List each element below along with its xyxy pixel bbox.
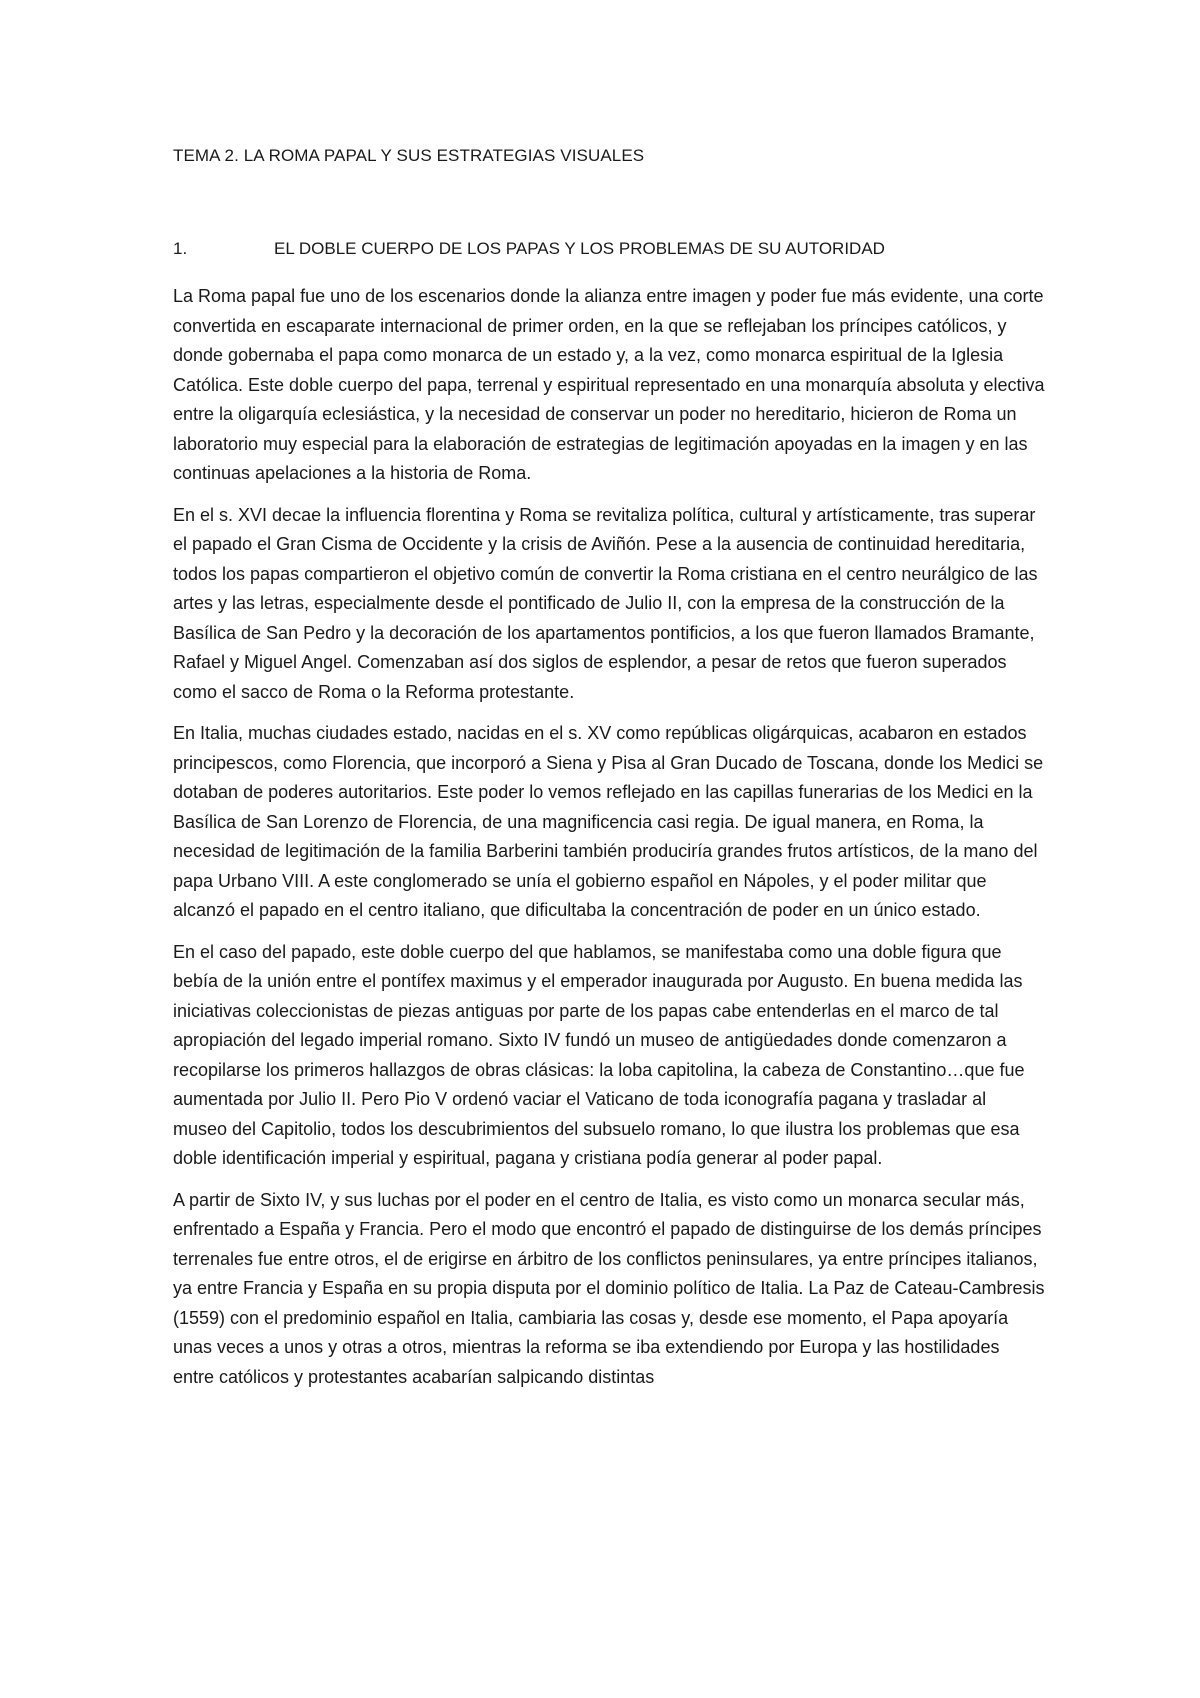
paragraph: En Italia, muchas ciudades estado, nacidas en el s. XV como repúblicas oligárquicas, acabaron en estados principescos, como Florencia, que incorporó a Siena y Pisa al Gran Ducado de Toscana, donde los Medici se dotaban de poderes autoritarios. Este poder lo vemos reflejado en las capillas funerarias de los Medici en la Basílica de San Lorenzo de Florencia, de una magnificencia casi regia. De igual manera, en Roma, la necesidad de legitimación de la familia Barberini también produciría grandes frutos artísticos, de la mano del papa Urbano VIII. A este conglomerado se unía el gobierno español en Nápoles, y el poder militar que alcanzó el papado en el centro italiano, que dificultaba la concentración de poder en un único estado. <box>173 723 1044 920</box>
section-number: 1. <box>173 239 188 258</box>
document-title: TEMA 2. LA ROMA PAPAL Y SUS ESTRATEGIAS VISUALES <box>173 146 645 165</box>
paragraph: En el caso del papado, este doble cuerpo del que hablamos, se manifestaba como una doble figura que bebía de la unión entre el pontífex maximus y el emperador inaugurada por Augusto. En buena medida las iniciativas coleccionistas de piezas antiguas por parte de los papas cabe entenderlas en el marco de tal apropiación del legado imperial romano. Sixto IV fundó un museo de antigüedades donde comenzaron a recopilarse los primeros hallazgos de obras clásicas: la loba capitolina, la cabeza de Constantino…que fue aumentada por Julio II. Pero Pio V ordenó vaciar el Vaticano de toda iconografía pagana y trasladar al museo del Capitolio, todos los descubrimientos del subsuelo romano, lo que ilustra los problemas que esa doble identificación imperial y espiritual, pagana y cristiana podía generar al poder papal. <box>173 941 1025 1168</box>
paragraph: A partir de Sixto IV, y sus luchas por el poder en el centro de Italia, es visto como un monarca secular más, enfrentado a España y Francia. Pero el modo que encontró el papado de distinguirse de los demás príncipes terrenales fue entre otros, el de erigirse en árbitro de los conflictos peninsulares, ya entre príncipes italianos, ya entre Francia y España en su propia disputa por el dominio político de Italia. La Paz de Cateau-Cambresis (1559) con el predominio español en Italia, cambiaria las cosas y, desde ese momento, el Papa apoyaría unas veces a unos y otras a otros, mientras la reforma se iba extendiendo por Europa y las hostilidades entre católicos y protestantes acabarían salpicando distintas <box>173 1189 1045 1387</box>
document-body <box>173 282 1045 1404</box>
section-heading-text: EL DOBLE CUERPO DE LOS PAPAS Y LOS PROBLEMAS DE SU AUTORIDAD <box>274 239 885 258</box>
section-heading <box>173 239 885 259</box>
paragraph: La Roma papal fue uno de los escenarios donde la alianza entre imagen y poder fue más evidente, una corte convertida en escaparate internacional de primer orden, en la que se reflejaban los príncipes católicos, y donde gobernaba el papa como monarca de un estado y, a la vez, como monarca espiritual de la Iglesia Católica. Este doble cuerpo del papa, terrenal y espiritual representado en una monarquía absoluta y electiva entre la oligarquía eclesiástica, y la necesidad de conservar un poder no hereditario, hicieron de Roma un laboratorio muy especial para la elaboración de estrategias de legitimación apoyadas en la imagen y en las continuas apelaciones a la historia de Roma. <box>173 286 1045 483</box>
paragraph: En el s. XVI decae la influencia florentina y Roma se revitaliza política, cultural y artísticamente, tras superar el papado el Gran Cisma de Occidente y la crisis de Aviñón. Pese a la ausencia de continuidad hereditaria, todos los papas compartieron el objetivo común de convertir la Roma cristiana en el centro neurálgico de las artes y las letras, especialmente desde el pontificado de Julio II, con la empresa de la construcción de la Basílica de San Pedro y la decoración de los apartamentos pontificios, a los que fueron llamados Bramante, Rafael y Miguel Angel. Comenzaban así dos siglos de esplendor, a pesar de retos que fueron superados como el sacco de Roma o la Reforma protestante. <box>173 504 1038 702</box>
